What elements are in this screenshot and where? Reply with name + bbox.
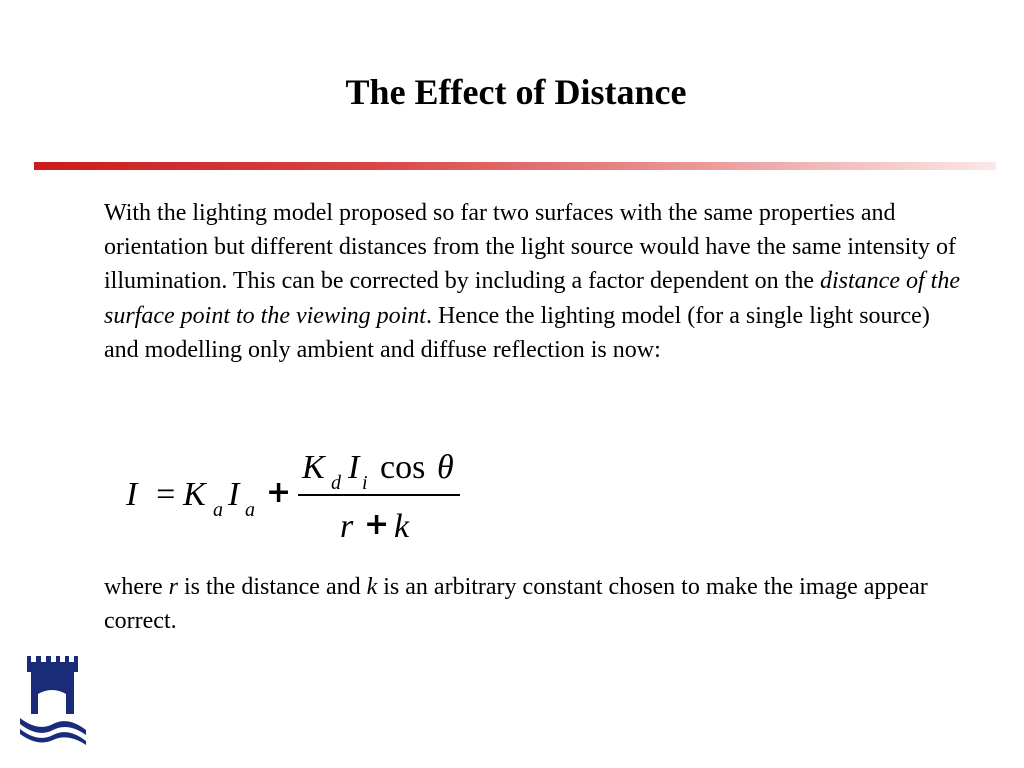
explanation-paragraph	[104, 570, 964, 638]
formula-den-plus: +	[364, 507, 390, 542]
formula-kd-sub: d	[331, 472, 341, 494]
intro-paragraph	[104, 196, 964, 367]
formula-theta: θ	[437, 449, 454, 486]
formula-ia: I	[228, 476, 240, 513]
formula-equals: =	[154, 476, 177, 513]
variable-k: k	[366, 574, 378, 600]
title-divider	[34, 162, 996, 170]
formula-kd: K	[302, 449, 325, 486]
formula-r: r	[340, 508, 354, 545]
intro-text-b: . Hence the lighting model (for a single light source) and modelling only ambient and diffuse reflection is now:	[104, 302, 930, 363]
variable-r: r	[168, 574, 178, 600]
formula-ka: K	[183, 476, 206, 513]
slide-title: The Effect of Distance	[345, 72, 687, 112]
formula-ii-sub: i	[362, 472, 368, 494]
formula-k: k	[394, 508, 410, 545]
formula-cos: cos	[380, 449, 426, 486]
formula-ii: I	[348, 449, 360, 486]
formula-plus: +	[266, 475, 292, 510]
formula-intensity: I	[126, 476, 138, 513]
intro-text-a: With the lighting model proposed so far two surfaces with the same properties and orientation but different distances from the light source would have the same intensity of illumination. This can be corrected by including a factor dependent on the	[104, 200, 956, 295]
explanation-part3: is an arbitrary constant chosen to make the image appear correct.	[104, 574, 928, 635]
intro-emphasis: distance of the surface point to the viewing point	[104, 268, 960, 329]
explanation-part2: is the distance and	[177, 574, 367, 600]
university-castle-logo	[18, 648, 88, 746]
explanation-part1: where	[104, 574, 169, 600]
formula-ka-sub: a	[213, 499, 223, 521]
formula-fraction-bar	[298, 494, 460, 496]
formula-ia-sub: a	[245, 499, 255, 521]
